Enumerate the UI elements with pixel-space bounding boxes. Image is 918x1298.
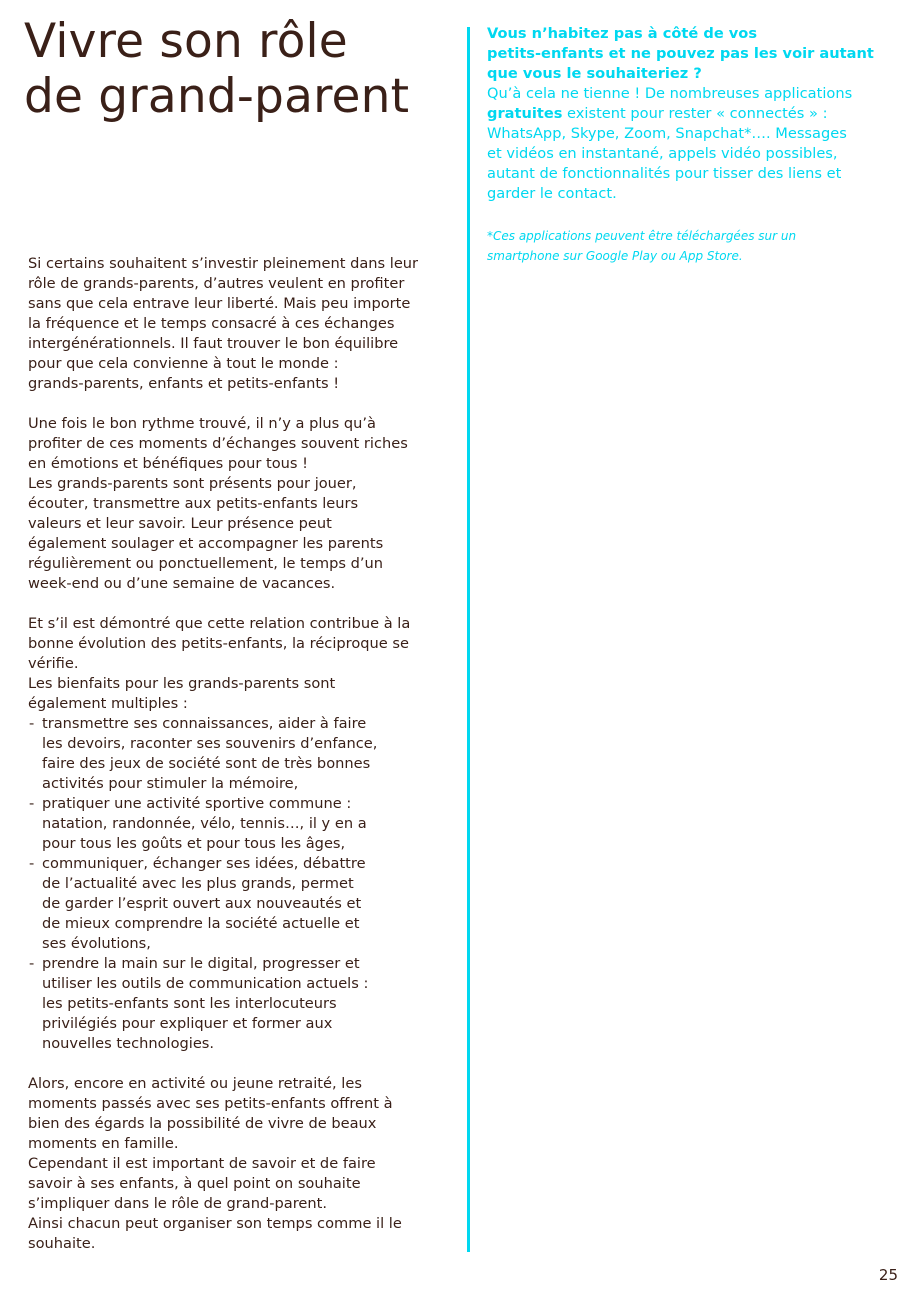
paragraph-spacer — [28, 1054, 458, 1074]
text-line: Qu’à cela ne tienne ! De nombreuses applications — [487, 85, 853, 102]
text-line: de garder l’esprit ouvert aux nouveautés et — [42, 895, 362, 912]
text-line: régulièrement ou ponctuellement, le temps d’un — [28, 555, 383, 572]
text-line: autant de fonctionnalités pour tisser des liens et — [487, 165, 842, 182]
text-line: souhaite. — [28, 1235, 96, 1252]
text-line: de l’actualité avec les plus grands, permet — [42, 875, 354, 892]
text-line: nouvelles technologies. — [42, 1035, 215, 1052]
paragraph-benefits — [28, 614, 458, 714]
text-line: privilégiés pour expliquer et former aux — [42, 1015, 333, 1032]
column-divider — [467, 27, 470, 1252]
text-line: intergénérationnels. Il faut trouver le bon équilibre — [28, 335, 399, 352]
text-line: Une fois le bon rythme trouvé, il n’y a plus qu’à — [28, 415, 376, 432]
main-article — [28, 254, 458, 1254]
benefits-list — [28, 714, 458, 1054]
text-line: Vous n’habitez pas à côté de vos — [487, 25, 758, 42]
text-line: communiquer, échanger ses idées, débattre — [42, 855, 366, 872]
text-line: *Ces applications peuvent être téléchargées sur un — [487, 229, 797, 243]
page-title-line-2: de grand-parent — [24, 69, 410, 124]
text-line: bien des égards la possibilité de vivre de beaux — [28, 1115, 377, 1132]
text-line: valeurs et leur savoir. Leur présence peut — [28, 515, 332, 532]
text-line — [487, 104, 887, 124]
text-line: et vidéos en instantané, appels vidéo possibles, — [487, 145, 838, 162]
text-line: moments en famille. — [28, 1135, 179, 1152]
callout-lead — [487, 24, 887, 84]
text-line: de mieux comprendre la société actuelle et — [42, 915, 360, 932]
text-line: activités pour stimuler la mémoire, — [42, 775, 299, 792]
paragraph-conclusion — [28, 1074, 458, 1254]
text-line: également multiples : — [28, 695, 188, 712]
text-line: vérifie. — [28, 655, 79, 672]
text-line: savoir à ses enfants, à quel point on souhaite — [28, 1175, 361, 1192]
text-line: profiter de ces moments d’échanges souvent riches — [28, 435, 408, 452]
text-line: en émotions et bénéfiques pour tous ! — [28, 455, 308, 472]
text-line: la fréquence et le temps consacré à ces échanges — [28, 315, 395, 332]
text-line: petits-enfants et ne pouvez pas les voir autant — [487, 45, 874, 62]
text-fragment: existent pour rester « connectés » : — [562, 105, 828, 122]
sidebar-callout — [487, 24, 887, 266]
list-item — [28, 714, 458, 794]
footnote — [487, 226, 887, 266]
bullet-dash-icon: - — [29, 715, 35, 732]
text-line: Et s’il est démontré que cette relation contribue à la — [28, 615, 411, 632]
text-line: également soulager et accompagner les parents — [28, 535, 384, 552]
paragraph-spacer — [28, 394, 458, 414]
text-line: les petits-enfants sont les interlocuteurs — [42, 995, 337, 1012]
page-title-line-1: Vivre son rôle — [24, 14, 348, 69]
text-line: Ainsi chacun peut organiser son temps comme il le — [28, 1215, 402, 1232]
text-line: écouter, transmettre aux petits-enfants leurs — [28, 495, 359, 512]
text-line: pratiquer une activité sportive commune : — [42, 795, 352, 812]
text-line: transmettre ses connaissances, aider à faire — [42, 715, 367, 732]
text-line: Cependant il est important de savoir et de faire — [28, 1155, 376, 1172]
text-line: Si certains souhaitent s’investir pleinement dans leur — [28, 255, 419, 272]
text-line: natation, randonnée, vélo, tennis…, il y en a — [42, 815, 367, 832]
text-line: smartphone sur Google Play ou App Store. — [487, 249, 743, 263]
paragraph-intro — [28, 254, 458, 394]
text-line: pour que cela convienne à tout le monde : — [28, 355, 339, 372]
text-line: WhatsApp, Skype, Zoom, Snapchat*…. Messages — [487, 125, 847, 142]
callout-body — [487, 84, 887, 204]
text-line: rôle de grands-parents, d’autres veulent en profiter — [28, 275, 405, 292]
text-line: sans que cela entrave leur liberté. Mais peu importe — [28, 295, 411, 312]
text-line: utiliser les outils de communication actuels : — [42, 975, 369, 992]
bullet-dash-icon: - — [29, 955, 35, 972]
text-line: s’impliquer dans le rôle de grand-parent. — [28, 1195, 328, 1212]
text-line: grands-parents, enfants et petits-enfants ! — [28, 375, 340, 392]
text-line: bonne évolution des petits-enfants, la réciproque se — [28, 635, 409, 652]
text-line: Alors, encore en activité ou jeune retraité, les — [28, 1075, 362, 1092]
text-line: que vous le souhaiteriez ? — [487, 65, 702, 82]
text-line: garder le contact. — [487, 185, 617, 202]
text-line: ses évolutions, — [42, 935, 151, 952]
bullet-dash-icon: - — [29, 795, 35, 812]
text-line: les devoirs, raconter ses souvenirs d’enfance, — [42, 735, 378, 752]
page-title — [24, 14, 409, 124]
text-line: moments passés avec ses petits-enfants offrent à — [28, 1095, 393, 1112]
page-number: 25 — [878, 1266, 898, 1284]
list-item — [28, 794, 458, 854]
list-item — [28, 854, 458, 954]
text-line: Les bienfaits pour les grands-parents sont — [28, 675, 336, 692]
emphasis-free: gratuites — [487, 105, 563, 122]
text-line: prendre la main sur le digital, progresser et — [42, 955, 360, 972]
paragraph-rhythm — [28, 414, 458, 594]
list-item — [28, 954, 458, 1054]
bullet-dash-icon: - — [29, 855, 35, 872]
text-line: pour tous les goûts et pour tous les âges, — [42, 835, 346, 852]
text-line: faire des jeux de société sont de très bonnes — [42, 755, 371, 772]
text-line: week-end ou d’une semaine de vacances. — [28, 575, 336, 592]
text-line: Les grands-parents sont présents pour jouer, — [28, 475, 357, 492]
paragraph-spacer — [28, 594, 458, 614]
